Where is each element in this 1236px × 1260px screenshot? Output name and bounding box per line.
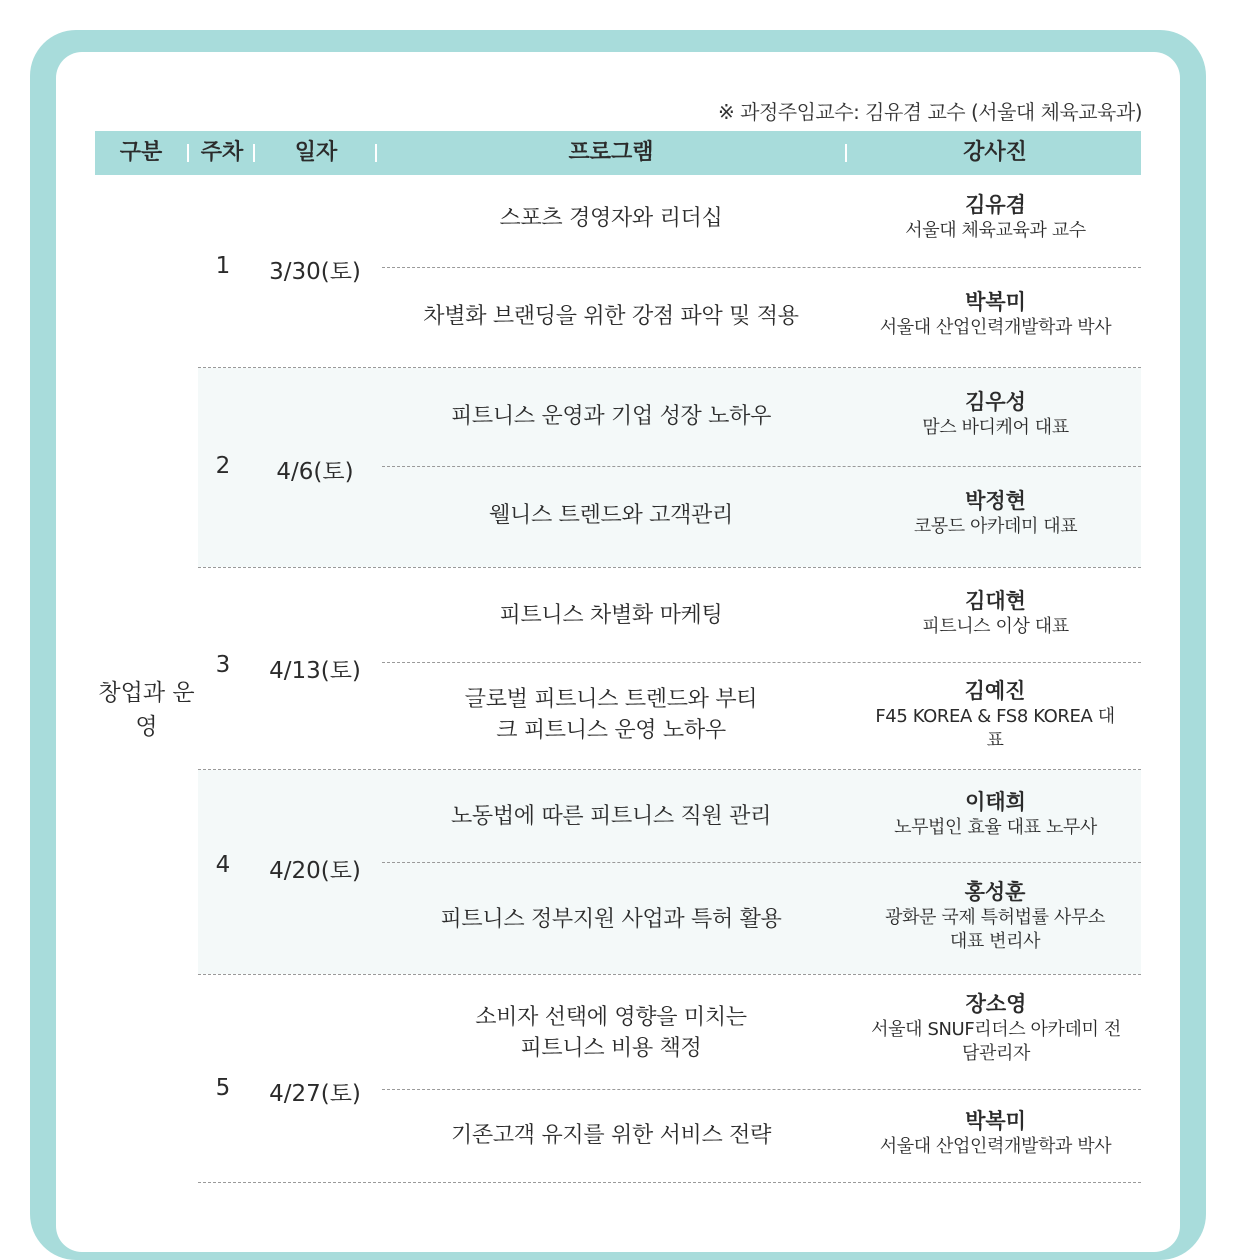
lecturer-name: 김우성 bbox=[965, 390, 1026, 414]
lecturer bbox=[850, 288, 1141, 340]
week-separator bbox=[198, 1182, 1141, 1183]
lecturer-affiliation: 서울대 산업인력개발학과 박사 bbox=[879, 317, 1112, 338]
session-separator bbox=[382, 662, 1141, 663]
lecturer-affiliation: 서울대 산업인력개발학과 박사 bbox=[879, 1136, 1112, 1157]
lecturer-affiliation: 노무법인 효율 대표 노무사 bbox=[894, 817, 1097, 838]
header-lecturer: 강사진 bbox=[963, 140, 1027, 165]
lecturer-affiliation: 피트니스 이상 대표 bbox=[922, 616, 1069, 637]
lecturer-affiliation: 서울대 SNUF리더스 아카데미 전담관리자 bbox=[871, 1019, 1121, 1064]
program-title: 소비자 선택에 영향을 미치는 피트니스 비용 책정 bbox=[475, 1005, 747, 1061]
lecturer-name: 박정현 bbox=[965, 489, 1026, 513]
lecturer bbox=[850, 388, 1141, 440]
lecturer bbox=[850, 487, 1141, 539]
session-separator bbox=[382, 267, 1141, 268]
program-title: 스포츠 경영자와 리더십 bbox=[499, 206, 723, 231]
program-title: 기존고객 유지를 위한 서비스 전략 bbox=[450, 1123, 772, 1148]
lecturer bbox=[850, 587, 1141, 639]
session-date: 3/30(토) bbox=[269, 259, 361, 285]
week-number: 1 bbox=[215, 253, 231, 279]
category-label bbox=[95, 676, 198, 744]
lecturer-affiliation: 코몽드 아카데미 대표 bbox=[913, 516, 1078, 537]
lecturer-affiliation: 맘스 바디케어 대표 bbox=[922, 417, 1069, 438]
lecturer-affiliation: F45 KOREA & FS8 KOREA 대표 bbox=[875, 706, 1115, 751]
lecturer-name: 장소영 bbox=[965, 992, 1027, 1016]
lecturer-affiliation: 서울대 체육교육과 교수 bbox=[905, 220, 1086, 241]
header-divider bbox=[375, 144, 377, 162]
lecturer-affiliation: 광화문 국제 특허법률 사무소 대표 변리사 bbox=[885, 907, 1105, 952]
lecturer bbox=[850, 788, 1141, 840]
lecturer bbox=[870, 677, 1120, 753]
week-number: 5 bbox=[215, 1075, 231, 1101]
header-week: 주차 bbox=[200, 140, 244, 165]
lecturer bbox=[850, 191, 1141, 243]
lecturer bbox=[875, 878, 1115, 954]
header-divider bbox=[187, 144, 189, 162]
lecturer-name: 김대현 bbox=[965, 589, 1026, 613]
session-date: 4/27(토) bbox=[269, 1081, 361, 1107]
table-header bbox=[95, 131, 1141, 177]
header-divider bbox=[253, 144, 255, 162]
session-date: 4/20(토) bbox=[269, 858, 361, 884]
category-text: 창업과 운영 bbox=[98, 680, 195, 740]
lecturer-name: 이태희 bbox=[965, 790, 1026, 814]
session-separator bbox=[382, 466, 1141, 467]
lecturer-name: 김예진 bbox=[964, 679, 1026, 703]
week-number: 3 bbox=[215, 652, 231, 678]
program-title: 웰니스 트렌드와 고객관리 bbox=[489, 503, 733, 528]
header-date: 일자 bbox=[294, 140, 338, 165]
week-separator bbox=[198, 567, 1141, 568]
program-title: 노동법에 따른 피트니스 직원 관리 bbox=[450, 804, 772, 829]
lecturer bbox=[850, 1107, 1141, 1159]
program-title: 피트니스 정부지원 사업과 특허 활용 bbox=[440, 907, 782, 932]
program-title: 차별화 브랜딩을 위한 강점 파악 및 적용 bbox=[423, 304, 799, 329]
lecturer-name: 박복미 bbox=[965, 1109, 1026, 1133]
header-divider bbox=[845, 144, 847, 162]
week-separator bbox=[198, 769, 1141, 770]
lecturer-name: 박복미 bbox=[965, 290, 1026, 314]
header-category: 구분 bbox=[119, 140, 163, 165]
week-number: 4 bbox=[215, 852, 231, 878]
session-separator bbox=[382, 862, 1141, 863]
session-date: 4/6(토) bbox=[276, 459, 354, 485]
course-director-note: ※ 과정주임교수: 김유겸 교수 (서울대 체육교육과) bbox=[718, 100, 1142, 124]
program-title: 피트니스 운영과 기업 성장 노하우 bbox=[450, 404, 772, 429]
week-separator bbox=[198, 367, 1141, 368]
lecturer-name: 홍성훈 bbox=[964, 880, 1026, 904]
header-program: 프로그램 bbox=[568, 140, 654, 165]
week-separator bbox=[198, 974, 1141, 975]
session-date: 4/13(토) bbox=[269, 658, 361, 684]
week-number: 2 bbox=[215, 453, 231, 479]
program-title: 글로벌 피트니스 트렌드와 부티크 피트니스 운영 노하우 bbox=[464, 687, 758, 743]
session-separator bbox=[382, 1089, 1141, 1090]
program-title: 피트니스 차별화 마케팅 bbox=[499, 603, 723, 628]
lecturer bbox=[870, 990, 1122, 1066]
lecturer-name: 김유겸 bbox=[965, 193, 1026, 217]
